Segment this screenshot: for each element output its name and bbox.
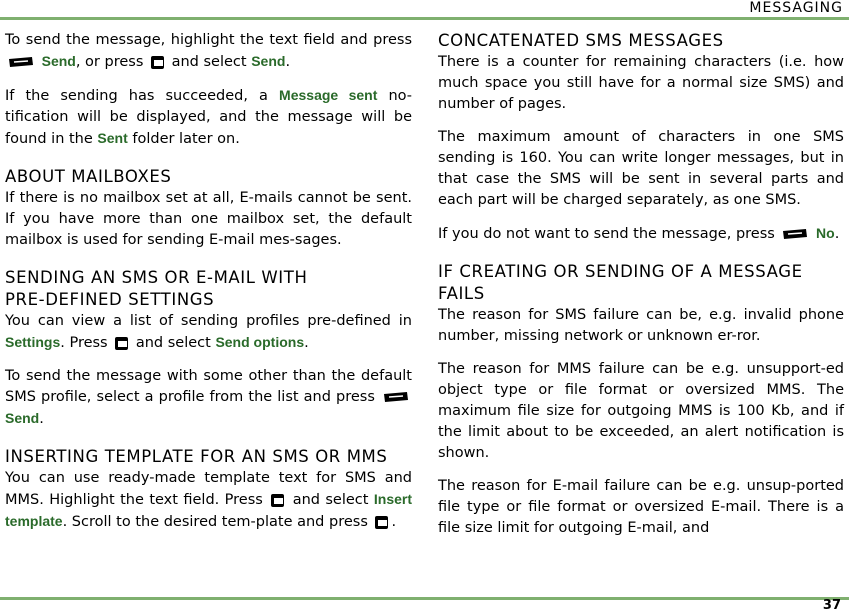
- section-heading: INSERTING TEMPLATE FOR AN SMS OR MMS: [5, 447, 388, 466]
- page-number: 37: [822, 598, 841, 613]
- left-soft-key-icon: [782, 229, 808, 240]
- paragraph: You can view a list of sending profiles pre-defined in Settings. Press and select Send options.: [5, 313, 412, 351]
- section-heading: IF CREATING OR SENDING OF A MESSAGE FAILS: [438, 262, 803, 303]
- left-column: [5, 30, 412, 545]
- right-column: [438, 30, 844, 551]
- running-header: MESSAGING: [749, 0, 843, 16]
- paragraph: There is a counter for remaining characters (i.e. how much space you still have for a normal size SMS) and number of pages.: [438, 54, 844, 112]
- header-rule: [0, 17, 849, 20]
- paragraph: You can use ready-made template text for SMS and MMS. Highlight the text field. Press and select Insert template. Scroll to the desired tem-plate and press .: [5, 470, 413, 530]
- paragraph: To send the message with some other than the default SMS profile, select a profile from the list and press Send.: [5, 368, 412, 427]
- paragraph: The reason for SMS failure can be, e.g. invalid phone number, missing network or unknown er-ror.: [438, 307, 844, 344]
- paragraph: If the sending has succeeded, a Message sent no-tification will be displayed, and the message will be found in the Sent folder later on.: [5, 87, 413, 147]
- section-heading: SENDING AN SMS OR E-MAIL WITH PRE-DEFINED SETTINGS: [5, 268, 308, 309]
- center-key-icon: [271, 494, 284, 507]
- paragraph: If you do not want to send the message, press No.: [438, 225, 840, 242]
- center-key-icon: [151, 56, 164, 69]
- left-soft-key-icon: [383, 392, 409, 403]
- footer-rule: [0, 597, 849, 600]
- paragraph: To send the message, highlight the text field and press Send, or press and select Send.: [5, 32, 412, 70]
- paragraph: The maximum amount of characters in one SMS sending is 160. You can write longer messages, but in that case the SMS will be sent in several parts and each part will be charged separately, as one SMS.: [438, 129, 844, 208]
- paragraph: If there is no mailbox set at all, E-mails cannot be sent. If you have more than one mailbox set, the default mailbox is used for sending E-mail mes-sages.: [5, 190, 412, 248]
- center-key-icon: [115, 337, 128, 350]
- section-heading: CONCATENATED SMS MESSAGES: [438, 31, 724, 50]
- paragraph: The reason for E-mail failure can be e.g. unsup-ported file type or file format or oversized E-mail. There is a file size limit for outgoing E-mail, and: [438, 478, 844, 536]
- left-soft-key-icon: [8, 57, 34, 68]
- section-heading: ABOUT MAILBOXES: [5, 167, 172, 186]
- center-key-icon: [375, 516, 388, 529]
- paragraph: The reason for MMS failure can be e.g. unsupport-ed object type or file format or oversized MMS. The maximum file size for outgoing MMS is 100 Kb, and if the limit about to be exceeded, an alert notification is shown.: [438, 361, 844, 461]
